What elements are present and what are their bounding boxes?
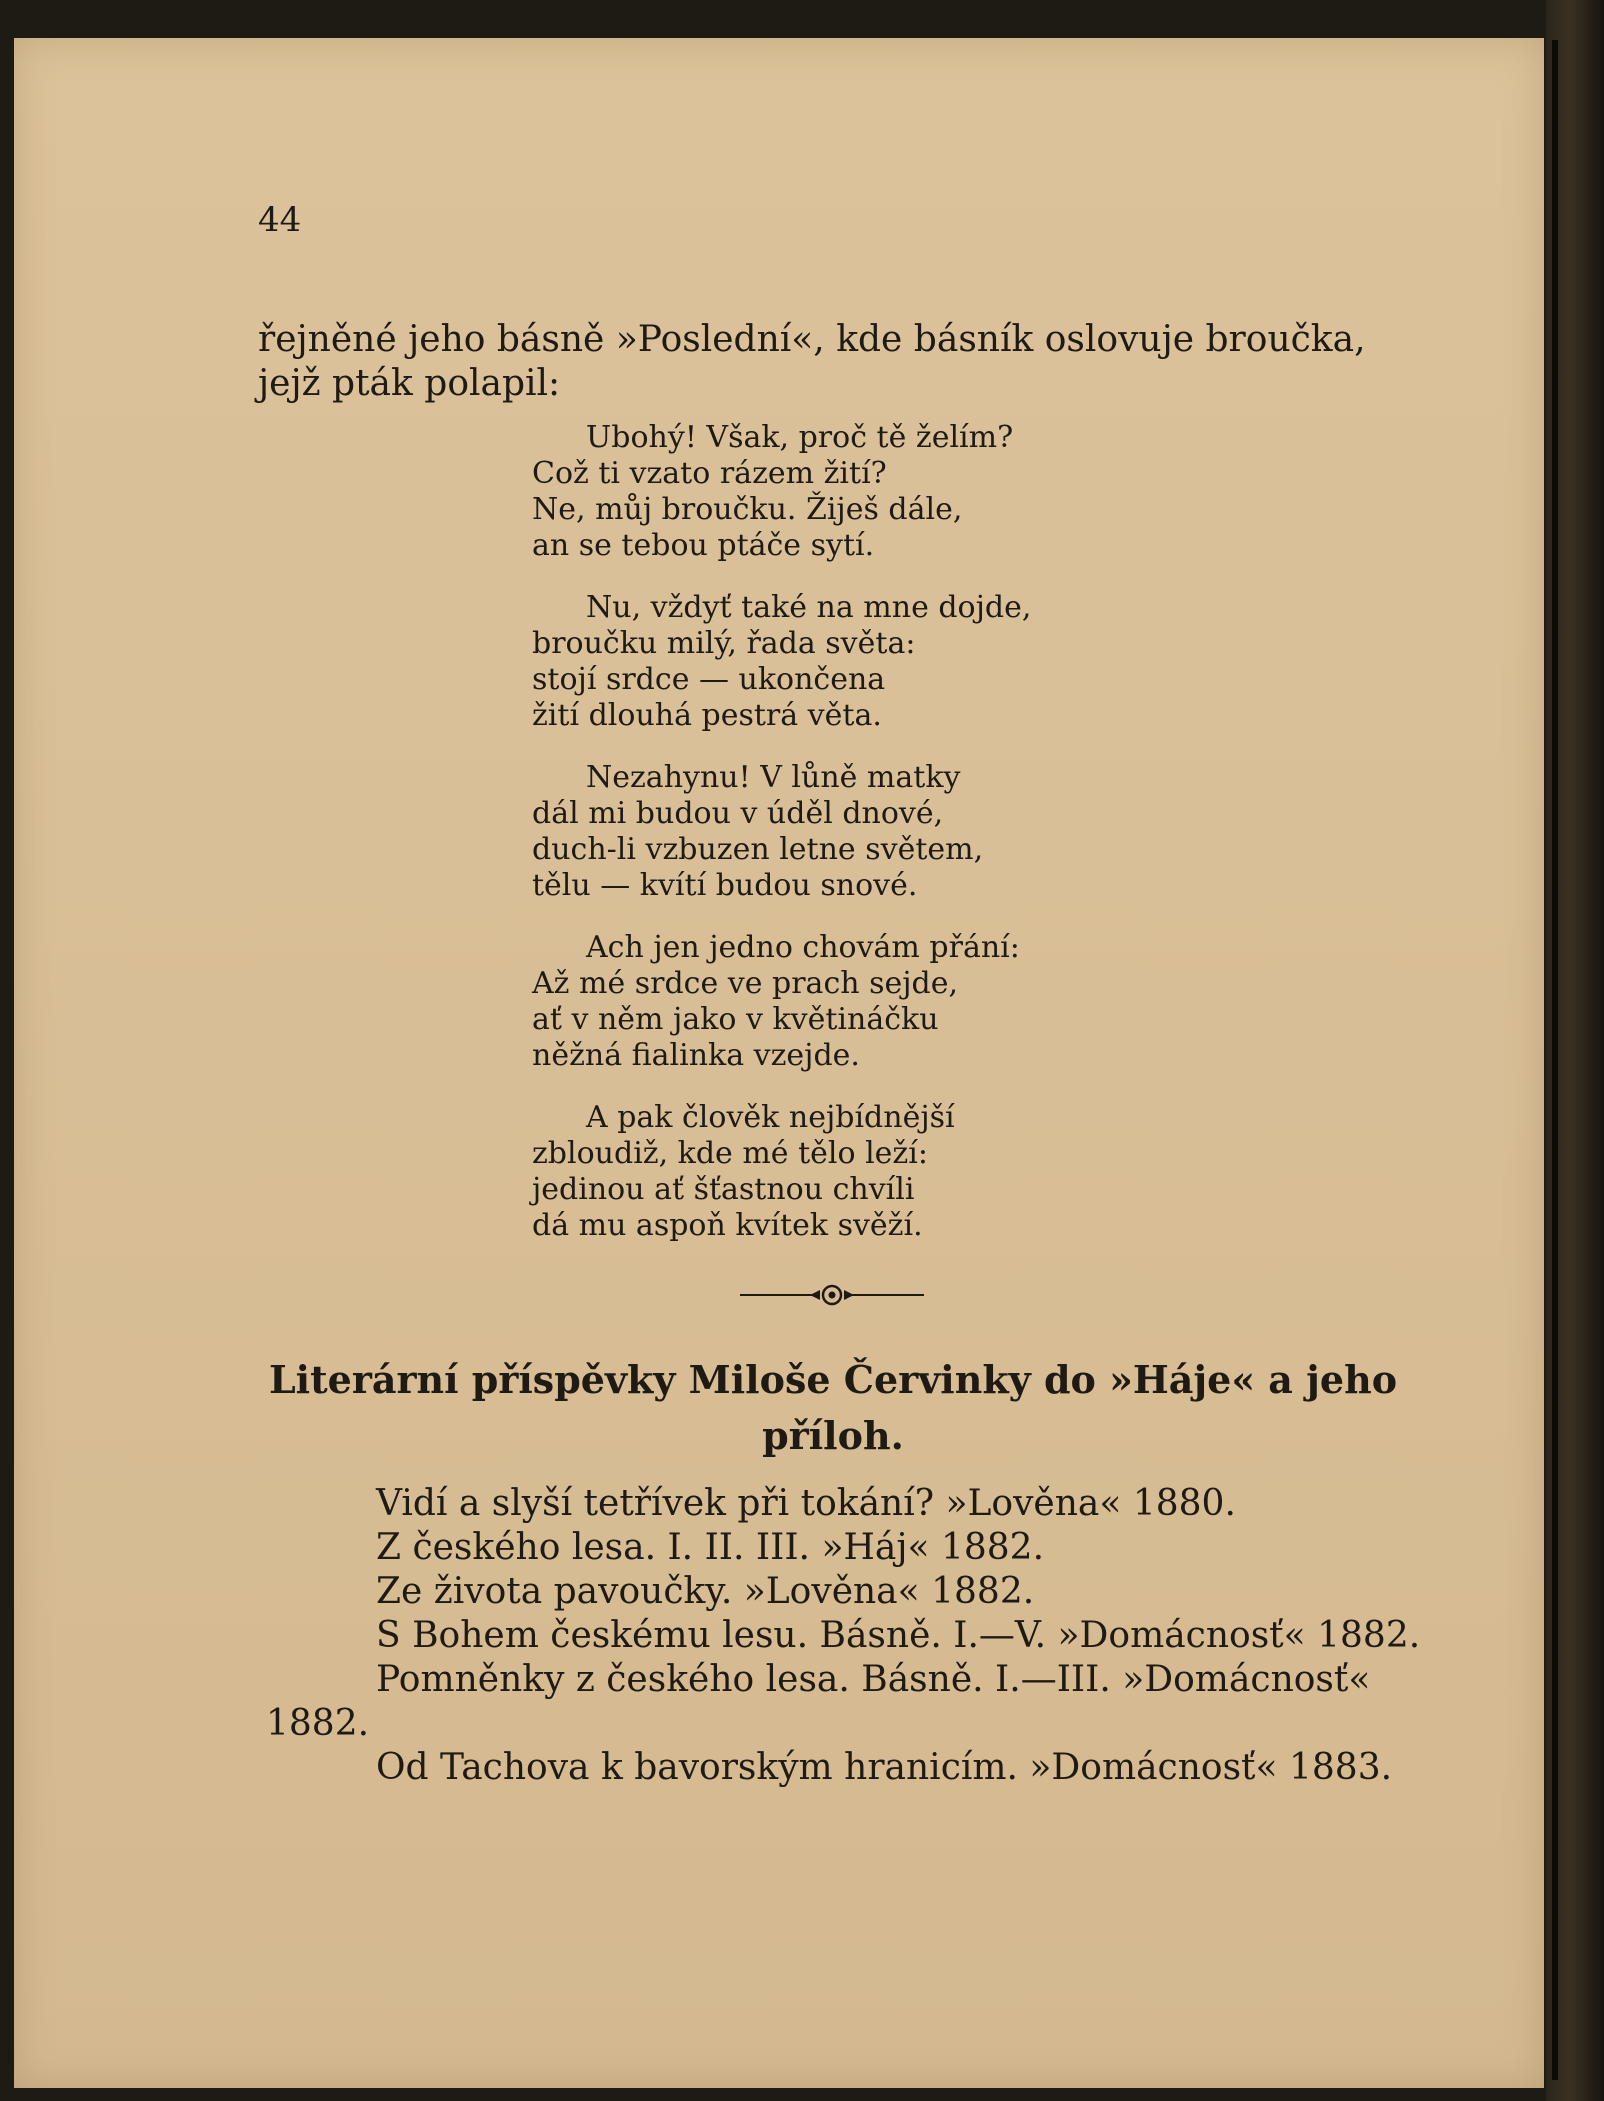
poem-stanza (532, 1100, 1152, 1244)
bibliography-entry: Od Tachova k bavorským hranicím. »Domácnosť« 1883. (376, 1747, 1393, 1788)
poem-stanza (532, 930, 1152, 1074)
poem-verse: dál mi budou v úděl dnové, (532, 796, 944, 831)
poem-verse: Ubohý! Však, proč tě želím? (586, 420, 1014, 455)
poem (532, 420, 1152, 1270)
poem-verse: jedinou ať šťastnou chvíli (532, 1172, 915, 1207)
poem-verse: stojí srdce — ukončena (532, 662, 886, 697)
page-edge-shadow (1552, 40, 1558, 2080)
section-title-line: příloh. (762, 1413, 904, 1458)
bibliography-entry: Vidí a slyší tetřívek při tokání? »Lověna« 1880. (376, 1483, 1236, 1524)
bibliography-entry: Pomněnky z českého lesa. Básně. I.—III. »Domácnosť« (376, 1659, 1371, 1700)
poem-verse: tělu — kvítí budou snové. (532, 868, 918, 903)
poem-verse: duch-li vzbuzen letne světem, (532, 832, 984, 867)
poem-verse: an se tebou ptáče sytí. (532, 528, 875, 563)
poem-verse: broučku milý, řada světa: (532, 626, 916, 661)
page-number: 44 (258, 200, 302, 240)
bibliography-entry: Ze života pavoučky. »Lověna« 1882. (376, 1571, 1035, 1612)
bibliography-entry: Z českého lesa. I. II. III. »Háj« 1882. (376, 1527, 1045, 1568)
poem-verse: Ach jen jedno chovám přání: (586, 930, 1020, 965)
intro-text-line: jejž pták polapil: (258, 363, 561, 404)
poem-verse: Ne, můj broučku. Žiješ dále, (532, 492, 963, 527)
poem-verse: žití dlouhá pestrá věta. (532, 698, 882, 733)
section-title-line: Literární příspěvky Miloše Červinky do »Háje« a jeho (268, 1357, 1398, 1402)
poem-stanza (532, 760, 1152, 904)
bibliography-entry-continuation: 1882. (266, 1703, 370, 1744)
poem-verse: Nu, vždyť také na mne dojde, (586, 590, 1032, 625)
intro-text-line: řejněné jeho básně »Poslední«, kde básník oslovuje broučka, (258, 319, 1366, 360)
poem-verse: Až mé srdce ve prach sejde, (532, 966, 959, 1001)
poem-verse: zbloudiž, kde mé tělo leží: (532, 1136, 928, 1171)
ornament-divider-icon (740, 1280, 924, 1310)
section-title (258, 1352, 1408, 1464)
poem-verse: něžná fialinka vzejde. (532, 1038, 860, 1073)
poem-stanza (532, 420, 1152, 564)
poem-verse: Což ti vzato rázem žití? (532, 456, 887, 491)
poem-verse: ať v něm jako v květináčku (532, 1002, 939, 1037)
poem-stanza (532, 590, 1152, 734)
poem-verse: Nezahynu! V lůně matky (586, 760, 961, 795)
poem-verse: A pak člověk nejbídnější (586, 1100, 955, 1135)
bibliography-entry: S Bohem českému lesu. Básně. I.—V. »Domácnosť« 1882. (376, 1615, 1421, 1656)
poem-verse: dá mu aspoň kvítek svěží. (532, 1208, 923, 1243)
